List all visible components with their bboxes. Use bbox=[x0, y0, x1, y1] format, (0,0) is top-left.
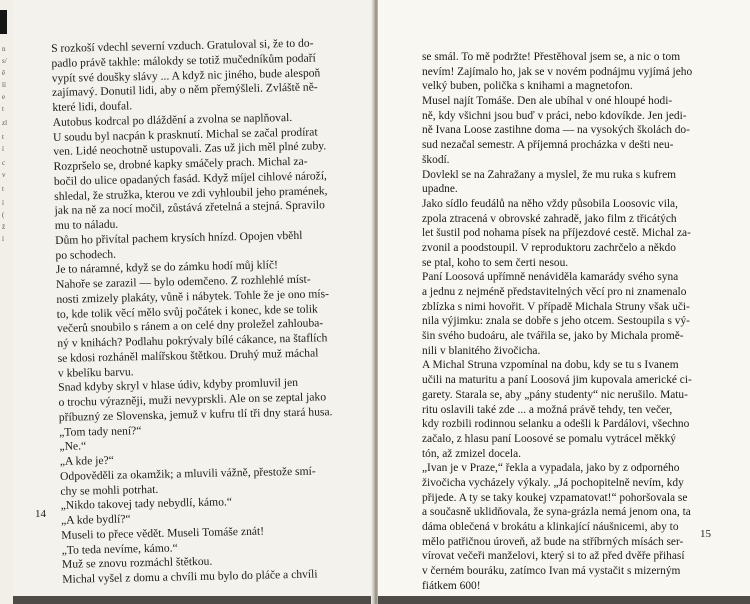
margin-fragment: ( bbox=[2, 211, 5, 219]
page-bottom-shadow bbox=[378, 596, 750, 604]
text-line: garety. Starala se, aby „pány studenty“ nic nerušilo. Matu- bbox=[422, 388, 688, 401]
right-page-text bbox=[422, 50, 714, 593]
text-line: vírovat večeři manželovi, který si to až před dvěře přihasí bbox=[422, 550, 685, 563]
text-line: kdy rozbili rodinnou selanku a odešli k Pardálovi, všechno bbox=[422, 418, 690, 431]
margin-fragment: n bbox=[2, 45, 6, 53]
text-line: shledal, že stružka, kterou ve zdi vyhloubil jeho pramének, bbox=[54, 183, 328, 203]
text-line: Musel najít Tomáše. Den ale ubíhal v oné hloupé hodi- bbox=[422, 95, 673, 108]
text-line: se kdosi rozháněl malířskou štětkou. Druhý muž máchal bbox=[57, 346, 319, 365]
text-line: ný v knihách? Podlahu pokrývaly bílé cákance, na štaflích bbox=[57, 331, 328, 350]
text-line: zblízka s nimi hovořit. V případě Michala Struny však uči- bbox=[422, 300, 690, 313]
text-line: které lidi, doufal. bbox=[52, 99, 133, 114]
left-page bbox=[13, 0, 374, 604]
text-line: bočil do ulice opadaných fasád. Když míjel cihlové nároží, bbox=[53, 169, 328, 188]
text-line: zvonil a poodstoupil. V reproduktoru zachrčelo a někdo bbox=[422, 241, 676, 254]
text-line: mu to náladu. bbox=[54, 217, 119, 232]
text-line: nila výjimku: znala se dobře s jeho otcem. Sestoupila s vý- bbox=[422, 315, 690, 328]
text-line: nevím! Zajímalo ho, jak se v novém podnájmu vyjímá jeho bbox=[422, 65, 693, 78]
text-line: Autobus kodrcal po dláždění a zvolna se naplňoval. bbox=[52, 110, 293, 129]
text-line: mělo patřičnou úroveň, až bude na stříbrných mísách ser- bbox=[422, 535, 684, 548]
text-line: Nahoře se zarazil — bylo odemčeno. Z rozhlehlé míst- bbox=[55, 272, 311, 291]
margin-fragment: s/ bbox=[2, 57, 7, 65]
text-line: let šustil pod nohama písek na příjezdové cestě. Michal za- bbox=[422, 227, 691, 240]
text-line: se smál. To mě podržte! Přestěhoval jsem se, a nic o tom bbox=[422, 51, 681, 63]
text-line: „Ivan je v Praze,“ řekla a vypadala, jako by z odporného bbox=[422, 462, 680, 475]
text-line: ven. Lidé neochotně ustupovali. Zas už jich měl plné zuby. bbox=[53, 139, 327, 159]
margin-fragment: zl bbox=[2, 119, 8, 127]
margin-fragment: í bbox=[2, 235, 4, 243]
text-line: učili na maturitu a paní Loosová jim kupovala americké ci- bbox=[422, 374, 692, 387]
text-line: upadne. bbox=[422, 183, 458, 196]
text-line: Je to náramné, když se do zámku hodí můj klíč! bbox=[55, 258, 279, 277]
text-line: ně, kdy všichni jsou buď v práci, nebo kdovíkde. Jen jedi- bbox=[422, 109, 687, 122]
margin-fragment: e bbox=[2, 93, 6, 101]
text-line: dáma oblečená v brokátu a klinkající náušnicemi, aby to bbox=[422, 521, 679, 533]
text-line: „A kde bydlí?“ bbox=[60, 512, 131, 527]
left-page-number: 14 bbox=[35, 508, 46, 520]
text-line: přijede. A ty se taky koukej vzpamatovat!“ pohoršovala se bbox=[422, 491, 688, 504]
text-line: Muž se znovu rozmáchl štětkou. bbox=[61, 554, 213, 572]
previous-page-edge bbox=[0, 0, 13, 604]
text-line: Rozpršelo se, drobné kapky smáčely prach. Michal za- bbox=[53, 154, 308, 173]
text-line: večerů snoubilo s ránem a on celé dny proležel zahlouba- bbox=[56, 316, 324, 336]
margin-fragment: t bbox=[2, 185, 4, 193]
text-line: v černém bouráku, zatímco Ivan má vystačit s mizerným bbox=[422, 565, 681, 578]
text-line: Jako sídlo feudálů na něho vždy působila Loosovic vila, bbox=[422, 197, 678, 210]
text-line: „A kde je?“ bbox=[59, 453, 114, 468]
text-line: Odpověděli za okamžik; a mluvili vážně, přestože smí- bbox=[59, 464, 316, 483]
text-line: Dům ho přivítal pachem krysích hnízd. Opojen vběhl bbox=[55, 228, 303, 247]
text-line: ně Ivana Loose zastihne doma — na vysokých školách do- bbox=[422, 124, 690, 137]
text-line: to, kde tolik věcí mělo svůj počátek i konec, kde se tolik bbox=[56, 301, 318, 321]
text-line: zajímavý. Donutil lidi, aby o něm přemýšleli. Zvláště ně- bbox=[51, 80, 318, 100]
text-line: Dovlekl se na Zahražany a myslel, že mu ruka s kufrem bbox=[422, 168, 676, 181]
text-line: o trochu výrazněji, muži nevyprskli. Ale on se zeptal jako bbox=[58, 390, 327, 409]
text-line: A Michal Struna vzpomínal na dobu, kdy se tu s Ivanem bbox=[422, 359, 679, 372]
text-line: „Nikdo takovej tady nebydlí, kámo.“ bbox=[60, 495, 233, 513]
text-line: Michal vyšel z domu a chvíli mu bylo do pláče a chvíli bbox=[62, 567, 318, 586]
margin-fragment: ž bbox=[2, 223, 6, 231]
text-line: S rozkoší vdechl severní vzduch. Gratuloval si, že to do- bbox=[51, 36, 314, 55]
text-line: Snad kdyby skryl v hlase údiv, kdyby promluvil jen bbox=[58, 376, 299, 395]
text-line: sud nezačal semestr. A příjemná procházka v dešti neu- bbox=[422, 139, 674, 152]
margin-fragment: í bbox=[2, 145, 4, 153]
text-line: ritu oslavili také zde ... a možná právě tehdy, ten večer, bbox=[422, 403, 673, 416]
text-line: a současně uklidňovala, že syna-grázla nemá jenom ona, ta bbox=[422, 506, 691, 519]
text-line: a jednu z nejméně představitelných věcí pro ni znamenalo bbox=[422, 286, 687, 298]
text-line: šin svého budoáru, ale tvářila se, jako by Michala promě- bbox=[422, 330, 684, 343]
text-line: „To teda nevíme, kámo.“ bbox=[61, 540, 178, 557]
margin-fragment: ě bbox=[2, 69, 6, 77]
black-margin-mark bbox=[0, 10, 7, 34]
text-line: nili v blanitého živočicha. bbox=[422, 344, 541, 357]
text-line: chy se mohli potrhat. bbox=[60, 482, 159, 498]
text-line: škodí. bbox=[422, 153, 450, 166]
text-line: po schodech. bbox=[55, 247, 117, 262]
text-line: padlo právě takhle: málokdy se totiž mučedníkům podaří bbox=[51, 51, 316, 70]
margin-fragment: v bbox=[2, 171, 6, 179]
text-line: v kbelíku barvu. bbox=[57, 364, 134, 380]
text-line: se ptal, koho to sem čerti nesou. bbox=[422, 256, 569, 269]
margin-fragment: t bbox=[2, 105, 4, 113]
text-line: nosti zmizely plakáty, vůně i nábytek. Tohle že je ono mís- bbox=[56, 286, 330, 306]
text-line: příbuzný ze Slovenska, jemuž v kufru tlí tři dny stará husa. bbox=[58, 404, 333, 424]
margin-fragment: í bbox=[2, 199, 4, 207]
margin-fragment: lí bbox=[2, 81, 6, 89]
text-line: „Tom tady není?“ bbox=[59, 423, 142, 439]
text-line: zpola ztracená v obrovské zahradě, jako film z třicátých bbox=[422, 212, 677, 225]
text-line: U soudu byl nacpán k prasknutí. Michal se začal prodírat bbox=[52, 124, 318, 144]
text-line: fiátkem 600! bbox=[422, 579, 481, 592]
text-line: začalo, z hlasu paní Loosové se pomalu vytrácel měkký bbox=[422, 432, 676, 445]
text-line: vypít své doušky slávy ... A když nic jiného, bude alespoň bbox=[51, 65, 321, 85]
text-line: „Ne.“ bbox=[59, 439, 87, 454]
right-page bbox=[378, 0, 750, 604]
page-bottom-shadow bbox=[13, 596, 374, 604]
text-line: velký buben, polička s knihami a magnetofon. bbox=[422, 80, 633, 93]
right-page-number: 15 bbox=[700, 528, 711, 540]
margin-fragment: c bbox=[2, 159, 6, 167]
text-line: jak na ně za nocí močil, zůstává zřetelná a stejná. Spravilo bbox=[54, 198, 326, 218]
text-line: tón, až zmizel docela. bbox=[422, 447, 521, 460]
text-line: živočicha vycházely výkaly. „Já pochopitelně nevím, kdy bbox=[422, 476, 684, 489]
text-line: Paní Loosová upřímně nenáviděla kamarády svého syna bbox=[422, 271, 679, 284]
margin-fragment: t bbox=[2, 133, 4, 141]
text-line: Museli to přece vědět. Museli Tomáše znát! bbox=[61, 524, 265, 542]
left-page-text bbox=[51, 36, 362, 588]
